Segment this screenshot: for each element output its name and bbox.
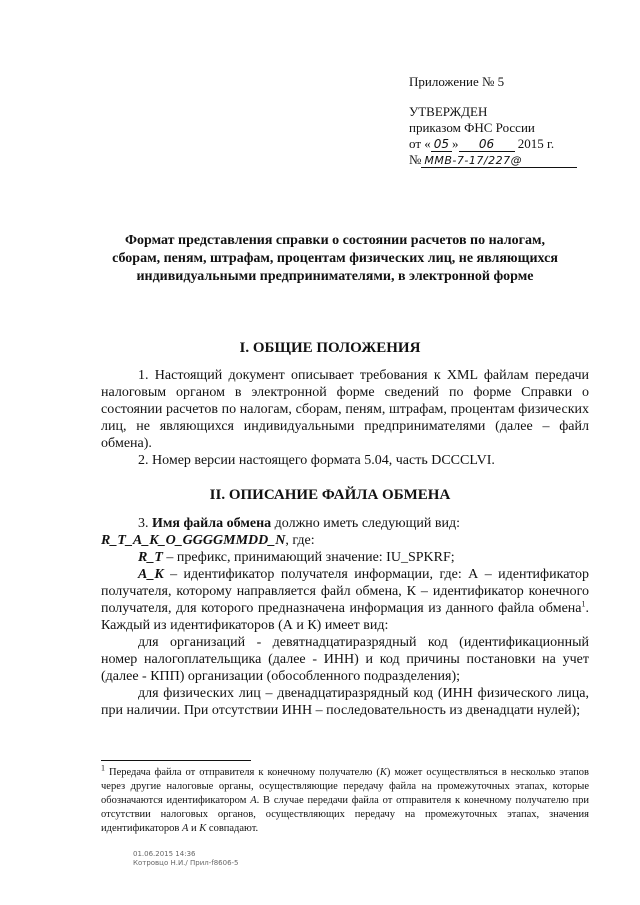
- appendix-label: Приложение № 5: [409, 74, 505, 89]
- footnote: $^1$ Передача файла от отправителя к конечному получателю (К) может осуществляться в несколько этапов через другие налоговые органы, осуществляющие передачу файла на промежуточных этапах, которые обозначаются идентификатором А. В случае передачи файла от отправителя к конечному получателю при отсутствии налоговых органов, осуществляющих передачу на промежуточных этапах, значения идентификаторов А и К совпадают.: [101, 763, 589, 834]
- approval-date: от « 05 » 06 2015 г.: [409, 136, 555, 151]
- stamp-timestamp: 01.06.2015 14:36: [133, 850, 196, 858]
- handwritten-month: 06: [459, 138, 515, 152]
- print-stamp: [133, 850, 239, 868]
- org-identifier: для организаций - девятнадцатиразрядный код (идентификационный номер налогоплательщика (далее - ИНН) и код причины постановки на учет (далее - КПП) организации (обособленного подразделения);: [101, 635, 589, 684]
- recipient-definition: A_K – идентификатор получателя информации, где: А – идентификатор получателя, которому направляется файл обмена, К – идентификатор конечного получателя, для которого предназначена информация из данного файла обмена$^1$. Каждый из идентификаторов (А и К) имеет вид:: [101, 567, 589, 633]
- paragraph-1: 1. Настоящий документ описывает требования к XML файлам передачи налоговым органом в электронной форме сведений по форме Справки о состоянии расчетов по налогам, сборам, пеням, штрафам, процентам физических лиц, не являющихся индивидуальными предпринимателями (далее – файл обмена).: [101, 368, 589, 451]
- section-2-body: [101, 515, 589, 719]
- prefix-definition: R_T – префикс, принимающий значение: IU_SPKRF;: [138, 550, 455, 565]
- paragraph-3: 3. Имя файла обмена должно иметь следующий вид:: [138, 516, 461, 531]
- section-2-heading: II. ОПИСАНИЕ ФАЙЛА ОБМЕНА: [209, 487, 451, 503]
- section-1-body: [101, 367, 589, 469]
- document-title: Формат представления справки о состоянии расчетов по налогам, сборам, пеням, штрафам, процентам физических лиц, не являющихся индивидуальными предпринимателями, в электронной форме: [112, 233, 558, 284]
- person-identifier: для физических лиц – двенадцатиразрядный код (ИНН физического лица, при наличии. При отсутствии ИНН – последовательность из двенадцати нулей);: [101, 686, 589, 718]
- section-1-heading: I. ОБЩИЕ ПОЛОЖЕНИЯ: [239, 340, 421, 356]
- approval-number: № ММВ-7-17/227@: [409, 152, 577, 168]
- approved-label: УТВЕРЖДЕН: [409, 104, 488, 119]
- file-name-pattern: R_T_A_K_O_GGGGMMDD_N, где:: [101, 533, 315, 548]
- handwritten-number: ММВ-7-17/227@: [421, 154, 577, 168]
- footnote-divider: [101, 760, 251, 761]
- footnote-ref: 1: [581, 599, 586, 609]
- order-label: приказом ФНС России: [409, 120, 535, 135]
- approval-block: [409, 74, 577, 168]
- paragraph-2: 2. Номер версии настоящего формата 5.04, часть DCCCLVI.: [138, 453, 495, 468]
- handwritten-day: 05: [431, 138, 452, 152]
- stamp-file-ref: Котровцо Н.И./ Прил-f8606-5: [133, 859, 239, 867]
